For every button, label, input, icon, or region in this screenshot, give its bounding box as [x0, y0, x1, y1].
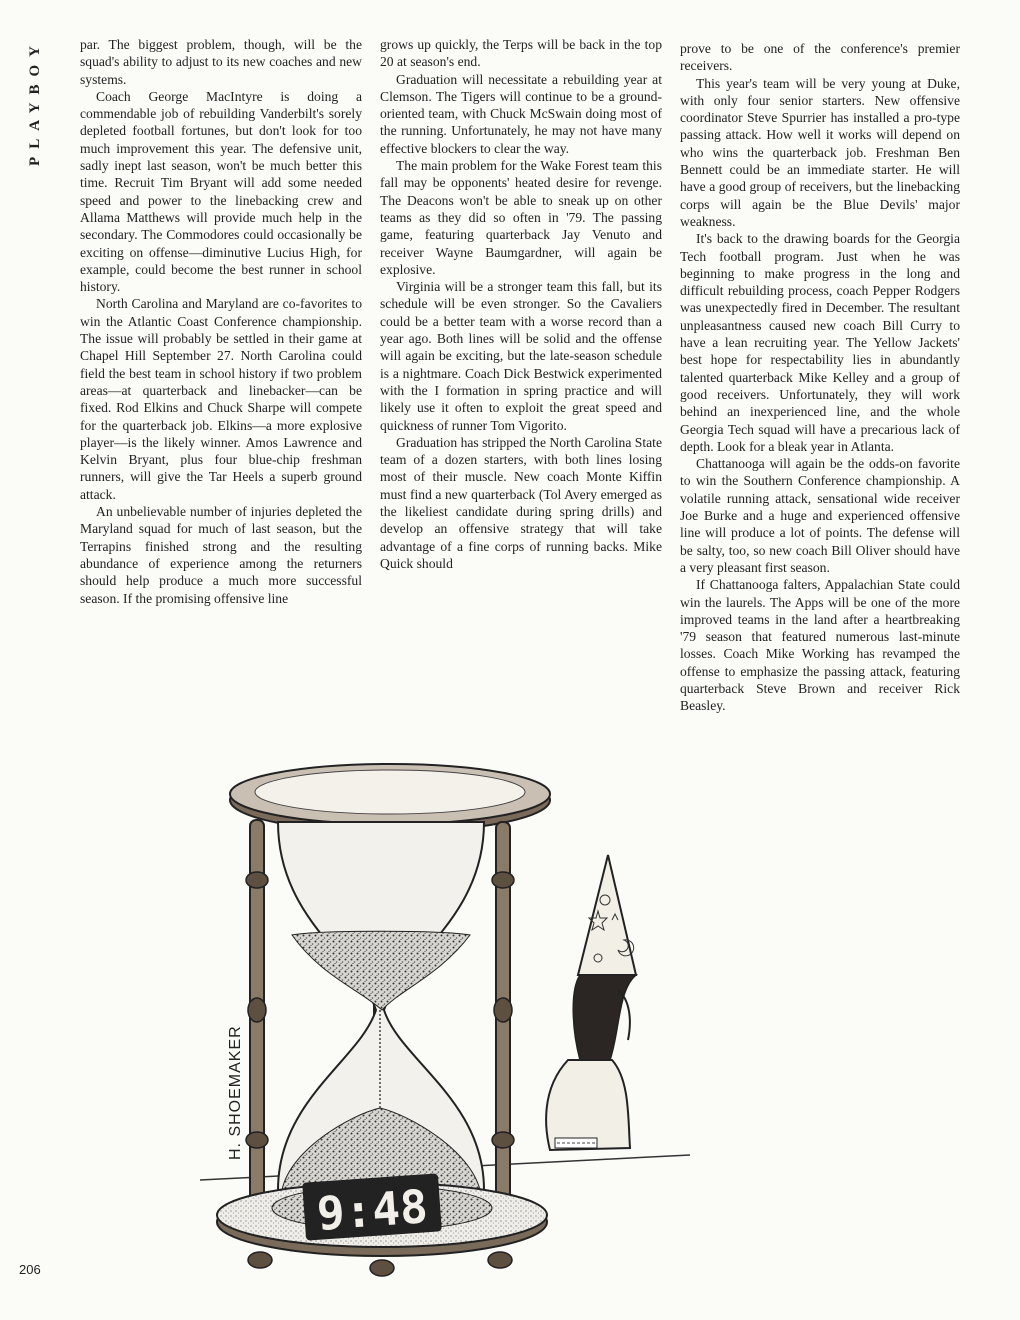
article-column-3 — [680, 40, 960, 715]
paragraph: grows up quickly, the Terps will be back in the top 20 at season's end. — [380, 37, 662, 70]
magazine-masthead: PLAYBOY — [27, 38, 43, 166]
paragraph: Chattanooga will again be the odds-on favorite to win the Southern Conference championship. A volatile running attack, sensational wide receiver Joe Burke and a huge and experienced offensive line will produce a lot of points. The defense will be salty, too, so new coach Bill Oliver should have a very pleasant first season. — [680, 456, 960, 575]
article-column-1 — [80, 36, 362, 607]
hourglass-illustration — [200, 760, 690, 1295]
paragraph: par. The biggest problem, though, will be the squad's ability to adjust to its new coaches and new systems. — [80, 37, 362, 87]
article-column-2 — [380, 36, 662, 572]
wizard-figure — [546, 855, 636, 1150]
paragraph: Coach George MacIntyre is doing a commendable job of rebuilding Vanderbilt's sorely depleted football fortunes, but don't look for too much improvement this year. The defensive unit, sadly inept last season, won't be much better this time. Recruit Tim Bryant will add some needed speed and power to the linebacking crew and Allama Matthews will provide much help in the secondary. The Commodores could occasionally be exciting on offense—diminutive Lucius High, for example, could become the best runner in school history. — [80, 88, 362, 295]
paragraph: Graduation has stripped the North Carolina State team of a dozen starters, with both lines losing most of their muscle. New coach Monte Kiffin must find a new quarterback (Tol Avery emerged as the likeliest candidate during spring drills) and develop an offensive strategy that will take advantage of a fine corps of running backs. Mike Quick should — [380, 434, 662, 571]
paragraph: Virginia will be a stronger team this fall, but its schedule will be even stronger. So the Cavaliers could be a better team with a worse record than a year ago. Both lines will be solid and the offense will again be exciting, but the late-season schedule is a nightmare. Coach Dick Bestwick experimented with the I formation in spring practice and will likely use it often to exploit the great speed and quickness of runner Tom Vigorito. — [380, 279, 662, 433]
paragraph: An unbelievable number of injuries depleted the Maryland squad for much of last season, but the Terrapins finished strong and the resulting abundance of experience among the returners should help produce a much more successful season. If the promising offensive line — [80, 504, 362, 606]
digital-clock-readout: 9:48 — [315, 1179, 430, 1241]
paragraph: The main problem for the Wake Forest team this fall may be opponents' heated desire for revenge. The Deacons won't be able to sneak up on other teams as they did so often in '79. The passing game, featuring quarterback Jay Venuto and receiver Wayne Baumgardner, will again be explosive. — [380, 158, 662, 277]
artist-signature: H. SHOEMAKER — [227, 1025, 244, 1160]
paragraph: If Chattanooga falters, Appalachian State could win the laurels. The Apps will be one of the more improved teams in the land after a heartbreaking '79 season that featured numerous last-minute losses. Coach Mike Working has revamped the offense to emphasize the passing attack, featuring quarterback Steve Brown and receiver Rick Beasley. — [680, 577, 960, 714]
paragraph: prove to be one of the conference's premier receivers. — [680, 41, 960, 74]
paragraph: It's back to the drawing boards for the Georgia Tech football program. Just when he was beginning to make progress in the long and difficult rebuilding process, coach Pepper Rodgers was unexpectedly fired in December. The resultant unpleasantness caused new coach Bill Curry to have a lean recruiting year. The Yellow Jackets' best hope for respectability lies in abundantly talented quarterback Mike Kelley and a group of good receivers. Unfortunately, they will work behind an inexperienced line, and the whole Georgia Tech squad will have a precarious lack of depth. Look for a bleak year in Atlanta. — [680, 231, 960, 454]
paragraph: Graduation will necessitate a rebuilding year at Clemson. The Tigers will continue to be a ground-oriented team, with Chuck McSwain doing most of the running. Unfortunately, he may not have many effective blockers to clear the way. — [380, 71, 662, 156]
paragraph: North Carolina and Maryland are co-favorites to win the Atlantic Coast Conference championship. The issue will probably be settled in their game at Chapel Hill September 27. North Carolina could field the best team in school history if two problem areas—at quarterback and linebacker—can be fixed. Rod Elkins and Chuck Sharpe will compete for the quarterback job. Elkins—a more explosive player—is the likely winner. Amos Lawrence and Kelvin Bryant, plus four blue-chip freshman runners, will give the Tar Heels a superb ground attack. — [80, 296, 362, 502]
page-number: 206 — [19, 1262, 41, 1277]
paragraph: This year's team will be very young at Duke, with only four senior starters. New offensive coordinator Steve Spurrier has installed a pro-type passing attack. How well it works will depend on who wins the quarterback job. Freshman Ben Bennett could be an immediate starter. He will have a good group of receivers, but the linebacking corps will again be the Blue Devils' major weakness. — [680, 75, 960, 229]
